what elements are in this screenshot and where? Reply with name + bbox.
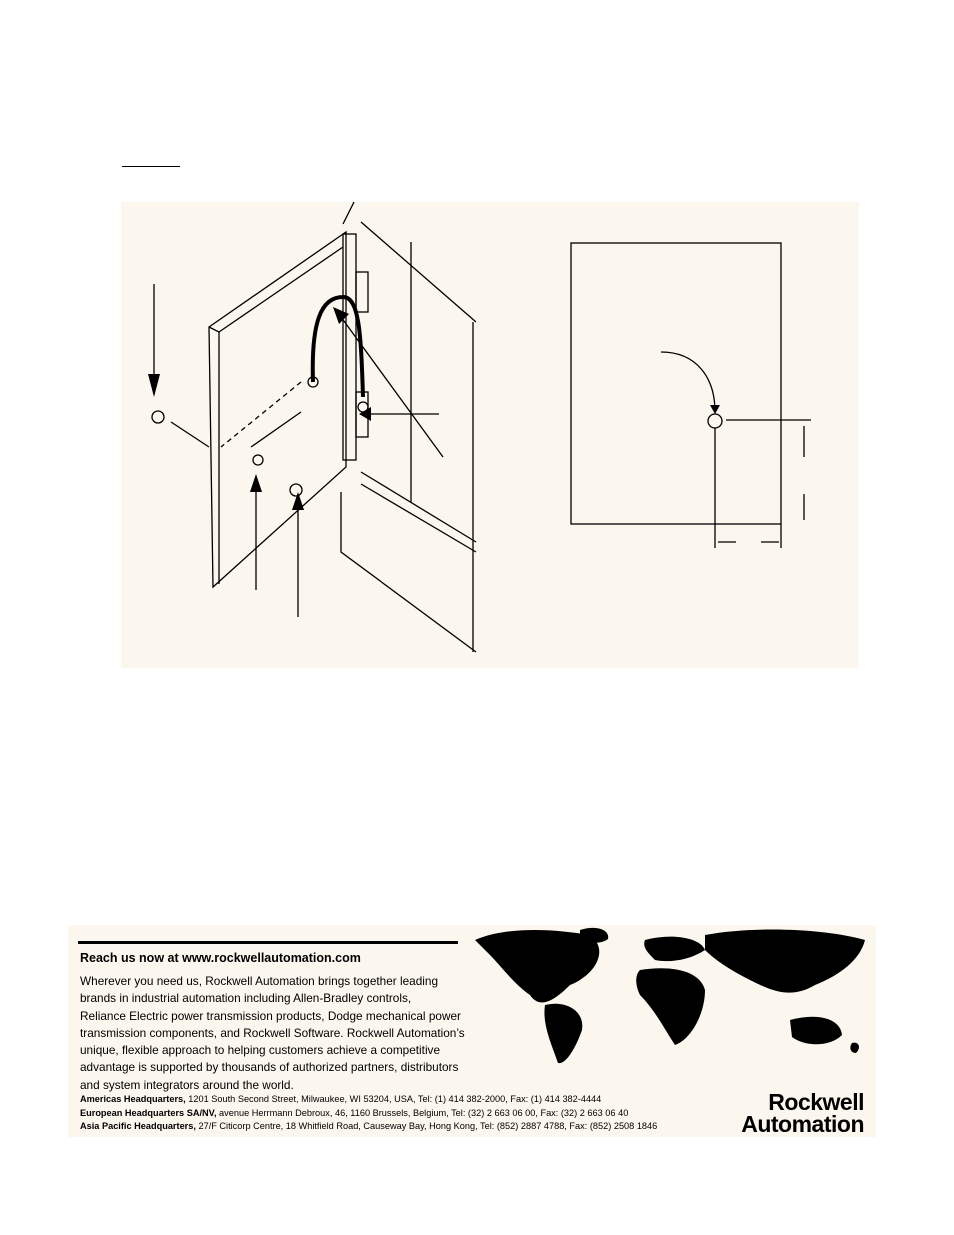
south-america <box>544 1004 582 1063</box>
europe <box>644 937 705 962</box>
company-footer <box>68 925 876 1137</box>
north-america <box>475 930 599 1002</box>
panel-outline <box>571 243 781 524</box>
company-blurb <box>80 973 470 1094</box>
screw <box>152 411 164 423</box>
logo-line2: Automation <box>741 1111 864 1137</box>
blurb-line: Wherever you need us, Rockwell Automation brings together leading <box>80 974 439 988</box>
hq-americas: Americas Headquarters, 1201 South Second Street, Milwaukee, WI 53204, USA, Tel: (1) 414 382-2000, Fax: (1) 414 382-4444 <box>80 1094 602 1104</box>
curved-arrow <box>661 352 715 412</box>
hq-asia: Asia Pacific Headquarters, 27/F Citicorp Centre, 18 Whitfield Road, Causeway Bay, Hong Kong, Tel: (852) 2887 4788, Fax: (852) 2508 1846 <box>80 1121 658 1131</box>
footer-rule <box>78 941 458 944</box>
asia <box>705 930 865 993</box>
screw-arrowhead <box>148 374 160 397</box>
stud-line <box>171 422 209 447</box>
door-ground-diagram <box>121 202 859 668</box>
headquarters-list <box>80 1093 657 1134</box>
door-panel <box>209 232 346 587</box>
blurb-line: Reliance Electric power transmission products, Dodge mechanical power <box>80 1008 461 1023</box>
grounding-figure <box>121 202 859 668</box>
blurb-line: transmission components, and Rockwell Software. Rockwell Automation’s <box>80 1025 465 1040</box>
rockwell-automation-logo <box>741 1091 864 1135</box>
hinge-strip <box>343 234 356 460</box>
hinge-arrowhead <box>359 407 371 421</box>
heading-underline <box>122 166 180 167</box>
hole <box>708 414 722 428</box>
cabinet-shelf <box>361 484 476 552</box>
hq-europe: European Headquarters SA/NV, avenue Herrmann Debroux, 46, 1160 Brussels, Belgium, Tel: (32) 2 663 06 00, Fax: (32) 2 663 06 40 <box>80 1107 629 1118</box>
blurb-line: unique, flexible approach to helping customers achieve a competitive <box>80 1043 441 1058</box>
dashed-guide <box>221 382 301 447</box>
logo-line1: Rockwell <box>768 1089 864 1115</box>
nut-arrowhead <box>292 492 304 510</box>
washer <box>253 455 263 465</box>
nut <box>290 484 302 496</box>
blurb-line: brands in industrial automation including Allen-Bradley controls, <box>80 991 412 1006</box>
australia <box>790 1017 842 1045</box>
cabinet-side-lower <box>361 472 476 542</box>
reach-us-text: Reach us now at www.rockwellautomation.com <box>80 951 361 965</box>
africa <box>636 968 705 1045</box>
cabinet-side <box>361 222 476 322</box>
cabinet-base <box>341 492 476 652</box>
new-zealand <box>850 1043 859 1053</box>
door-panel-inner <box>219 247 343 332</box>
blurb-line: and system integrators around the world. <box>80 1077 294 1092</box>
blurb-line: advantage is supported by thousands of authorized partners, distributors <box>80 1060 459 1075</box>
hinge-upper <box>356 272 368 312</box>
curved-arrowhead <box>710 405 720 414</box>
washer-arrowhead <box>250 474 262 492</box>
cabinet-edge <box>343 202 354 224</box>
world-map-icon <box>470 925 870 1065</box>
